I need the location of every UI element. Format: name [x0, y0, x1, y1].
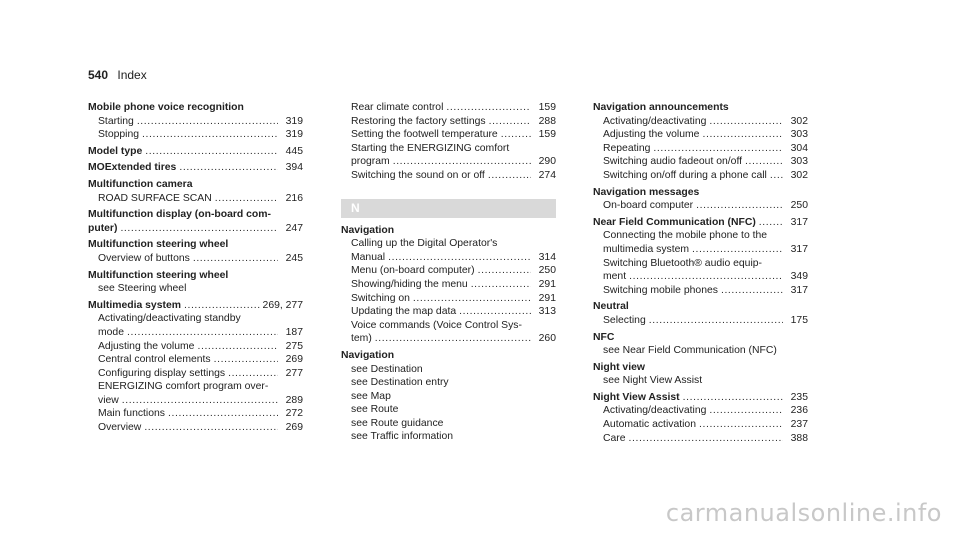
page-ref: 304	[790, 142, 808, 154]
leader-dots	[393, 155, 531, 169]
subentry-row	[98, 353, 303, 367]
entry-heading: Multimedia system	[88, 299, 181, 311]
page-ref: 291	[538, 292, 556, 304]
page-ref: 272	[285, 408, 303, 420]
subentry	[593, 404, 808, 418]
subentry-text: Central control elements	[98, 354, 211, 366]
subentry-row	[98, 394, 303, 408]
subentry-text: view	[98, 394, 119, 406]
index-column-3	[593, 101, 808, 448]
subentry-text: Overview of buttons	[98, 252, 190, 264]
subentry	[88, 340, 303, 354]
leader-dots	[692, 243, 783, 257]
leader-dots	[142, 128, 278, 142]
subentry-text: On-board computer	[603, 200, 694, 212]
entry-heading-row	[593, 391, 808, 405]
subentry-text: Care	[603, 432, 626, 444]
cross-reference: see Traffic information	[351, 431, 454, 443]
subentry-row	[603, 404, 808, 418]
subentry-row	[351, 155, 556, 169]
leader-dots	[127, 326, 278, 340]
subentry-row	[603, 155, 808, 169]
entry-heading: Multifunction steering wheel	[88, 269, 229, 281]
cross-reference: see Destination	[351, 363, 423, 375]
entry-heading-row	[88, 299, 303, 313]
subentry	[593, 418, 808, 432]
subentry-row	[98, 407, 303, 421]
leader-dots	[629, 432, 783, 446]
index-entry	[593, 186, 808, 213]
leader-dots	[653, 142, 783, 156]
subentry-text: Switching audio fadeout on/off	[603, 156, 743, 168]
entry-heading: Night View Assist	[593, 391, 680, 403]
index-column-1	[88, 101, 303, 438]
entry-heading: Navigation announcements	[593, 102, 729, 113]
subentry	[341, 319, 556, 346]
index-entry	[88, 238, 303, 265]
subentry-text: mode	[98, 326, 124, 338]
entry-heading-row	[88, 222, 303, 236]
subentry	[88, 128, 303, 142]
entry-heading-row	[593, 216, 808, 230]
subentry-row	[603, 142, 808, 156]
subentry-text: Showing/hiding the menu	[351, 278, 468, 290]
subentry	[341, 430, 556, 444]
subentry-row	[98, 252, 303, 266]
index-entry	[88, 178, 303, 205]
index-entry	[88, 161, 303, 175]
leader-dots	[745, 155, 783, 169]
subentry-row	[98, 367, 303, 381]
subentry-row	[351, 305, 556, 319]
leader-dots	[193, 252, 278, 266]
page-ref: 394	[285, 162, 303, 174]
cross-reference: see Route	[351, 404, 399, 416]
subentry-text-line1: ENERGIZING comfort program over-	[98, 381, 269, 393]
subentry	[341, 128, 556, 142]
entry-heading-row	[88, 161, 303, 175]
leader-dots	[459, 305, 531, 319]
page-ref: 269, 277	[262, 299, 303, 311]
leader-dots	[709, 404, 783, 418]
subentry-text: ROAD SURFACE SCAN	[98, 192, 212, 204]
subentry-row	[603, 115, 808, 129]
subentry-row	[351, 332, 556, 346]
page-ref: 159	[538, 129, 556, 141]
entry-heading: Navigation	[341, 349, 395, 361]
page-ref: 269	[285, 354, 303, 366]
subentry	[88, 407, 303, 421]
subentry	[341, 142, 556, 169]
page-ref: 159	[538, 102, 556, 113]
leader-dots	[702, 128, 783, 142]
subentry	[593, 314, 808, 328]
leader-dots	[197, 340, 278, 354]
subentry	[593, 199, 808, 213]
cross-reference: see Route guidance	[351, 417, 444, 429]
subentry	[341, 264, 556, 278]
subentry-row	[603, 314, 808, 328]
subentry	[341, 363, 556, 377]
subentry	[341, 115, 556, 129]
cross-reference: see Night View Assist	[603, 375, 703, 387]
leader-dots	[489, 115, 531, 129]
subentry-text: Switching on/off during a phone call	[603, 169, 767, 181]
page-ref: 319	[285, 115, 303, 127]
subentry-text: Adjusting the volume	[603, 129, 700, 141]
subentry-text: Adjusting the volume	[98, 340, 195, 352]
subentry	[88, 252, 303, 266]
subentry-text: Restoring the factory settings	[351, 115, 486, 127]
subentry-text-line1: Connecting the mobile phone to the	[603, 230, 768, 242]
page-ref: 291	[538, 278, 556, 290]
subentry-row	[98, 115, 303, 129]
subentry	[593, 432, 808, 446]
subentry	[593, 169, 808, 183]
subentry-row	[98, 340, 303, 354]
cross-reference: see Steering wheel	[98, 283, 187, 295]
subentry	[593, 229, 808, 256]
page-ref: 175	[790, 314, 808, 326]
subentry-row	[351, 128, 556, 142]
subentry-text: Manual	[351, 251, 386, 263]
watermark: carmanualsonline.info	[665, 499, 942, 527]
subentry	[341, 376, 556, 390]
leader-dots	[120, 222, 278, 236]
subentry-row	[603, 169, 808, 183]
subentry-text: Rear climate control	[351, 102, 444, 113]
subentry-text: Activating/deactivating	[603, 115, 707, 127]
leader-dots	[228, 367, 278, 381]
page-ref: 250	[538, 265, 556, 277]
leader-dots	[709, 115, 783, 129]
leader-dots	[446, 101, 531, 115]
subentry-text: Automatic activation	[603, 419, 696, 431]
section-title: Index	[117, 68, 147, 82]
page-ref: 247	[285, 222, 303, 234]
subentry-row	[98, 192, 303, 206]
subentry-text: tem)	[351, 333, 372, 345]
leader-dots	[721, 284, 783, 298]
index-entry	[593, 300, 808, 327]
leader-dots	[413, 292, 531, 306]
subentry-text: Starting	[98, 115, 134, 127]
index-entry	[88, 208, 303, 235]
entry-heading-row	[88, 145, 303, 159]
leader-dots	[375, 332, 531, 346]
subentry	[341, 237, 556, 264]
index-entry	[593, 331, 808, 358]
leader-dots	[699, 418, 783, 432]
index-entry	[88, 299, 303, 435]
index-entry	[593, 101, 808, 183]
page-header	[88, 68, 147, 82]
page-ref: 260	[538, 333, 556, 345]
subentry	[593, 344, 808, 358]
subentry-row	[603, 284, 808, 298]
page-ref: 187	[285, 326, 303, 338]
subentry	[88, 192, 303, 206]
index-entry	[593, 361, 808, 388]
subentry-row	[603, 243, 808, 257]
leader-dots	[649, 314, 783, 328]
subentry-row	[351, 264, 556, 278]
page-ref: 388	[790, 432, 808, 444]
page-ref: 302	[790, 115, 808, 127]
subentry	[341, 390, 556, 404]
page-number: 540	[88, 68, 109, 82]
subentry-row	[351, 169, 556, 183]
entry-heading: Navigation	[341, 224, 395, 236]
page-ref: 313	[538, 306, 556, 318]
subentry-text-line1: Switching Bluetooth® audio equip-	[603, 257, 763, 269]
subentry-text: Switching on	[351, 292, 410, 304]
subentry	[593, 257, 808, 284]
page-ref: 236	[790, 405, 808, 417]
subentry	[593, 115, 808, 129]
leader-dots	[179, 161, 278, 175]
page-ref: 289	[285, 394, 303, 406]
subentry	[593, 284, 808, 298]
leader-dots	[696, 199, 783, 213]
subentry-text: Repeating	[603, 142, 651, 154]
subentry	[88, 353, 303, 367]
entry-heading: Model type	[88, 145, 143, 157]
entry-heading: Multifunction steering wheel	[88, 239, 229, 251]
page-ref: 269	[285, 422, 303, 434]
leader-dots	[683, 391, 783, 405]
page-ref: 303	[790, 129, 808, 141]
page-ref: 317	[790, 216, 808, 228]
page-ref: 317	[790, 284, 808, 296]
page-ref: 216	[285, 192, 303, 204]
entry-heading: Night view	[593, 361, 645, 373]
subentry-text: Switching mobile phones	[603, 284, 718, 296]
leader-dots	[215, 192, 278, 206]
subentry-row	[603, 199, 808, 213]
subentry	[88, 367, 303, 381]
subentry	[88, 421, 303, 435]
page-ref: 245	[285, 252, 303, 264]
subentry-text-line1: Calling up the Digital Operator's	[351, 238, 498, 250]
entry-heading: puter)	[88, 222, 118, 234]
subentry-text: program	[351, 156, 390, 168]
subentry	[341, 305, 556, 319]
subentry	[88, 115, 303, 129]
subentry-text: Switching the sound on or off	[351, 169, 485, 181]
subentry-text: Updating the map data	[351, 306, 457, 318]
subentry	[88, 312, 303, 339]
index-entry	[341, 224, 556, 346]
subentry-row	[351, 278, 556, 292]
entry-heading: Neutral	[593, 301, 629, 313]
subentry	[341, 278, 556, 292]
subentry-row	[603, 418, 808, 432]
page-ref: 349	[790, 271, 808, 283]
page-ref: 303	[790, 156, 808, 168]
page-ref: 290	[538, 156, 556, 168]
subentry	[341, 292, 556, 306]
subentry-row	[603, 128, 808, 142]
index-entry	[88, 101, 303, 142]
leader-dots	[168, 407, 278, 421]
subentry	[341, 403, 556, 417]
leader-dots	[501, 128, 531, 142]
subentry	[593, 128, 808, 142]
column-2-bottom	[341, 224, 556, 445]
page-ref: 317	[790, 243, 808, 255]
subentry-text-line1: Starting the ENERGIZING comfort	[351, 142, 510, 154]
cross-reference: see Near Field Communication (NFC)	[603, 345, 777, 357]
leader-dots	[629, 270, 783, 284]
subentry-row	[98, 421, 303, 435]
subentry-row	[98, 128, 303, 142]
index-column-2	[341, 101, 556, 447]
page-ref: 302	[790, 169, 808, 181]
subentry-row	[603, 270, 808, 284]
leader-dots	[388, 251, 531, 265]
leader-dots	[144, 421, 278, 435]
subentry	[88, 282, 303, 296]
index-entry	[88, 269, 303, 296]
subentry	[341, 169, 556, 183]
page-ref: 319	[285, 129, 303, 141]
cross-reference: see Destination entry	[351, 377, 449, 389]
subentry-text: Activating/deactivating	[603, 405, 707, 417]
subentry-text-line1: Voice commands (Voice Control Sys-	[351, 319, 522, 331]
subentry-text: Configuring display settings	[98, 367, 226, 379]
subentry	[593, 142, 808, 156]
page-ref: 277	[285, 367, 303, 379]
subentry	[593, 155, 808, 169]
entry-heading: MOExtended tires	[88, 162, 177, 174]
entry-heading: Mobile phone voice recognition	[88, 102, 244, 113]
subentry-row	[351, 101, 556, 115]
subentry-row	[351, 251, 556, 265]
page-ref: 275	[285, 340, 303, 352]
page-ref: 237	[790, 419, 808, 431]
leader-dots	[488, 169, 531, 183]
subentry-row	[603, 432, 808, 446]
subentry	[88, 380, 303, 407]
leader-dots	[184, 299, 260, 313]
subentry-text: Menu (on-board computer)	[351, 265, 475, 277]
page-ref: 250	[790, 200, 808, 212]
subentry-text: ment	[603, 271, 627, 283]
subentry-row	[98, 326, 303, 340]
entry-heading: Near Field Communication (NFC)	[593, 216, 756, 228]
subentry-row	[351, 292, 556, 306]
subentry-text: Setting the footwell temperature	[351, 129, 498, 141]
leader-dots	[122, 394, 278, 408]
index-entry	[341, 349, 556, 444]
page-ref: 235	[790, 391, 808, 403]
subentry-text: Main functions	[98, 408, 165, 420]
index-entry	[593, 216, 808, 298]
entry-heading: NFC	[593, 331, 615, 343]
subentry-row	[351, 115, 556, 129]
leader-dots	[137, 115, 278, 129]
leader-dots	[471, 278, 531, 292]
subentry-text: multimedia system	[603, 243, 690, 255]
cross-reference: see Map	[351, 390, 391, 402]
entry-heading-line1: Multifunction display (on-board com-	[88, 209, 271, 221]
subentry	[341, 101, 556, 115]
leader-dots	[759, 216, 783, 230]
page-ref: 314	[538, 251, 556, 263]
leader-dots	[478, 264, 531, 278]
column-2-top	[341, 101, 556, 183]
leader-dots	[214, 353, 278, 367]
subentry-text-line1: Activating/deactivating standby	[98, 313, 241, 325]
index-entry	[593, 391, 808, 445]
leader-dots	[770, 169, 783, 183]
subentry-text: Selecting	[603, 314, 646, 326]
index-entry	[88, 145, 303, 159]
subentry-text: Overview	[98, 422, 142, 434]
subentry	[341, 417, 556, 431]
letter-heading-n: N	[341, 199, 556, 218]
page-ref: 445	[285, 145, 303, 157]
entry-heading: Navigation messages	[593, 186, 700, 198]
page-ref: 288	[538, 115, 556, 127]
page-ref: 274	[538, 169, 556, 181]
leader-dots	[145, 145, 278, 159]
subentry-text: Stopping	[98, 129, 140, 141]
subentry	[593, 374, 808, 388]
entry-heading: Multifunction camera	[88, 178, 193, 190]
